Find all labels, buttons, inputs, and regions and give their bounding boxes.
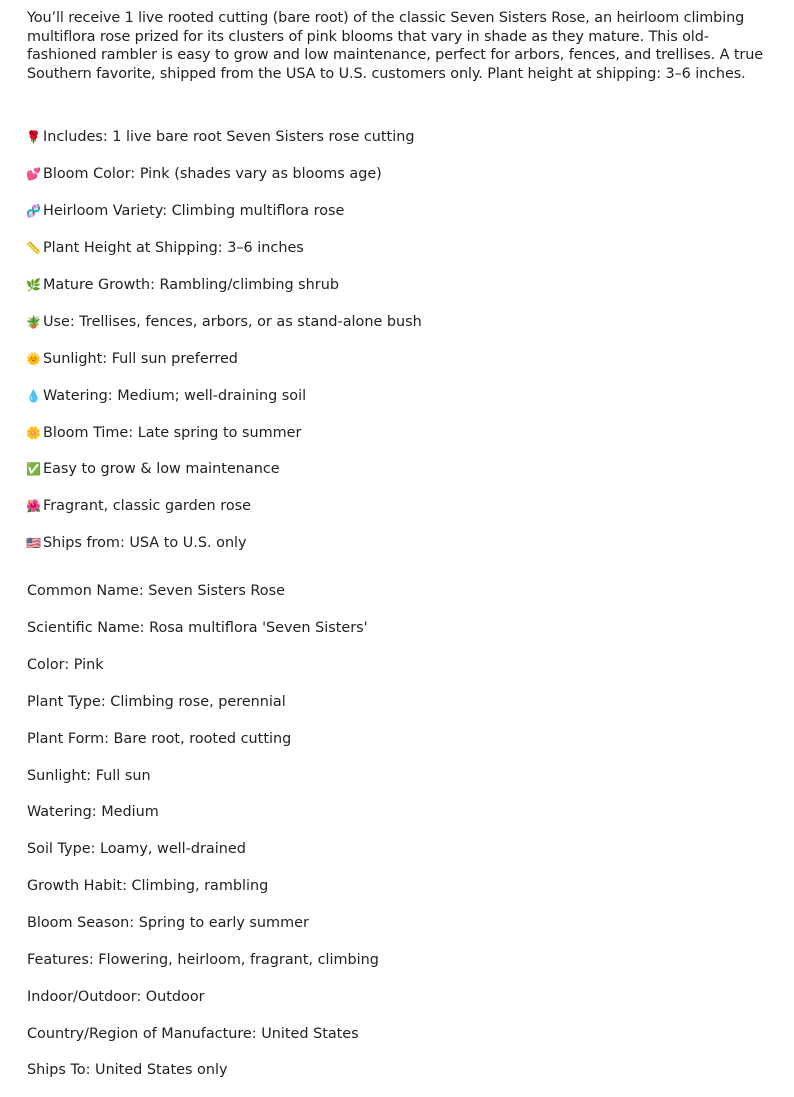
feature-text: Fragrant, classic garden rose bbox=[43, 498, 252, 515]
feature-item bbox=[26, 230, 422, 267]
feature-text: Heirloom Variety: Climbing multiflora rose bbox=[43, 203, 345, 220]
potted-plant-icon: 🪴 bbox=[26, 314, 41, 329]
check-mark-icon: ✅ bbox=[26, 462, 41, 477]
feature-text: Use: Trellises, fences, arbors, or as stand-alone bush bbox=[43, 313, 422, 330]
spec-plant-type: Plant Type: Climbing rose, perennial bbox=[27, 693, 286, 710]
feature-item bbox=[26, 340, 422, 377]
spec-bloom-season: Bloom Season: Spring to early summer bbox=[27, 915, 309, 932]
spec-sunlight: Sunlight: Full sun bbox=[27, 767, 151, 784]
spec-scientific-name: Scientific Name: Rosa multiflora 'Seven Sisters' bbox=[27, 620, 368, 637]
spec-plant-form: Plant Form: Bare root, rooted cutting bbox=[27, 730, 292, 747]
feature-list bbox=[26, 119, 422, 562]
spec-soil-type: Soil Type: Loamy, well-drained bbox=[27, 841, 246, 858]
dna-icon: 🧬 bbox=[26, 204, 41, 219]
spec-ships-to: Ships To: United States only bbox=[27, 1062, 228, 1079]
hibiscus-icon: 🌺 bbox=[26, 499, 41, 514]
feature-item bbox=[26, 119, 422, 156]
feature-item bbox=[26, 525, 422, 562]
blossom-icon: 🌼 bbox=[26, 425, 41, 440]
feature-item bbox=[26, 193, 422, 230]
feature-item bbox=[26, 488, 422, 525]
us-flag-icon: 🇺🇸 bbox=[26, 536, 41, 551]
feature-text: Mature Growth: Rambling/climbing shrub bbox=[43, 277, 339, 293]
feature-text: Plant Height at Shipping: 3–6 inches bbox=[43, 240, 304, 257]
feature-text: Bloom Color: Pink (shades vary as blooms age) bbox=[43, 166, 382, 183]
feature-text: Sunlight: Full sun preferred bbox=[43, 350, 238, 367]
feature-item bbox=[26, 451, 422, 488]
intro-paragraph: You’ll receive 1 live rooted cutting (bare root) of the classic Seven Sisters Rose, an heirloom climbing multiflora rose prized for its clusters of pink blooms that vary in shade as they mature. This old-fashioned rambler is easy to grow and low maintenance, perfect for arbors, fences, and trellises. A true Southern favorite, shipped from the USA to U.S. customers only. Plant height at shipping: 3–6 inches. bbox=[27, 10, 763, 82]
feature-item bbox=[26, 267, 422, 304]
two-hearts-icon: 💕 bbox=[26, 167, 41, 182]
spec-growth-habit: Growth Habit: Climbing, rambling bbox=[27, 878, 269, 895]
feature-text: Easy to grow & low maintenance bbox=[43, 461, 280, 478]
droplet-icon: 💧 bbox=[26, 388, 41, 403]
feature-item bbox=[26, 377, 422, 414]
herb-icon: 🌿 bbox=[26, 278, 41, 292]
spec-watering: Watering: Medium bbox=[27, 804, 159, 821]
feature-text: Includes: 1 live bare root Seven Sisters rose cutting bbox=[43, 129, 415, 146]
feature-item bbox=[26, 156, 422, 193]
feature-text: Ships from: USA to U.S. only bbox=[43, 535, 247, 552]
feature-text: Bloom Time: Late spring to summer bbox=[43, 424, 302, 441]
sun-icon: 🌞 bbox=[26, 351, 41, 366]
spec-color: Color: Pink bbox=[27, 657, 104, 674]
rose-icon: 🌹 bbox=[26, 130, 41, 145]
spec-list bbox=[27, 573, 379, 1089]
feature-text: Watering: Medium; well-draining soil bbox=[43, 387, 307, 404]
spec-common-name: Common Name: Seven Sisters Rose bbox=[27, 583, 285, 600]
spec-country-of-manufacture: Country/Region of Manufacture: United States bbox=[27, 1025, 359, 1042]
feature-item bbox=[26, 414, 422, 451]
ruler-icon: 📏 bbox=[26, 241, 41, 256]
spec-indoor-outdoor: Indoor/Outdoor: Outdoor bbox=[27, 988, 205, 1005]
feature-item bbox=[26, 303, 422, 340]
spec-features: Features: Flowering, heirloom, fragrant, climbing bbox=[27, 951, 379, 968]
